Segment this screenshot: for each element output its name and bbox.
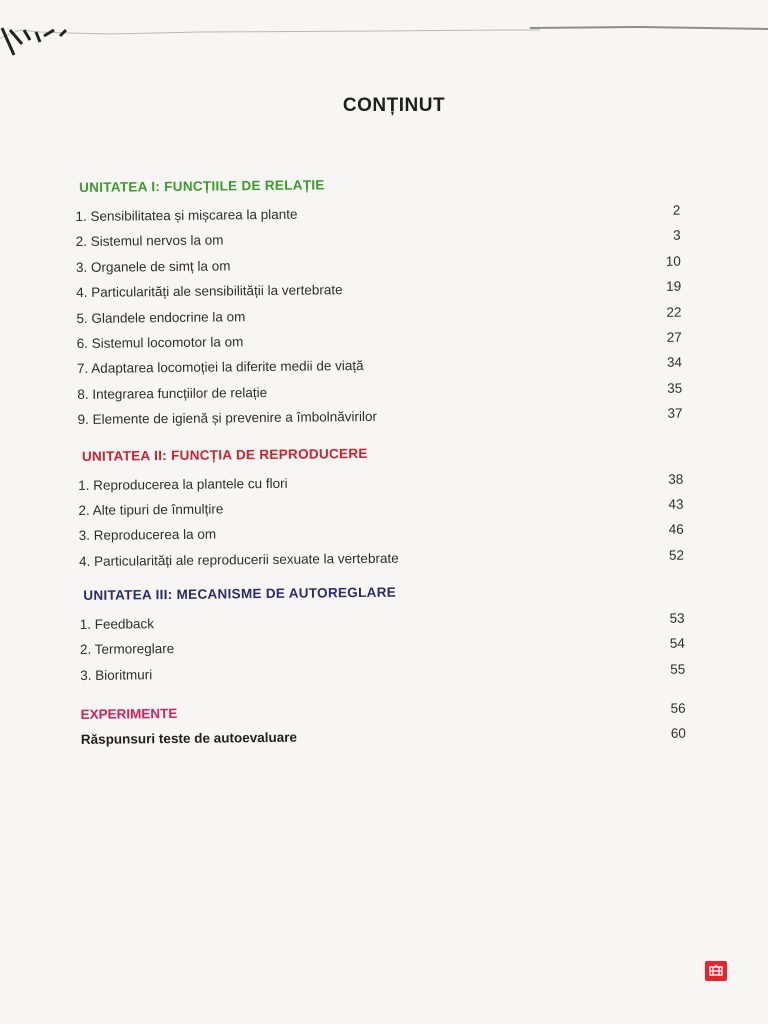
publisher-logo-icon [705, 961, 727, 981]
toc-entry [79, 542, 684, 574]
raspunsuri-page: 60 [670, 725, 686, 742]
entry-label: 8. Integrarea funcțiilor de relație [77, 384, 268, 402]
raspunsuri-entry [81, 721, 686, 752]
entry-page: 53 [669, 610, 685, 626]
entry-page: 38 [668, 471, 684, 487]
toc-entry [77, 401, 682, 433]
entry-label: 2. Sistemul nervos la om [75, 232, 224, 250]
raspunsuri-label: Răspunsuri teste de autoevaluare [80, 729, 298, 748]
table-of-contents [75, 172, 686, 753]
entry-page: 27 [666, 329, 682, 345]
entry-label: 3. Organele de simț la om [75, 258, 231, 275]
publisher-logo-glyph-icon [708, 964, 724, 978]
entry-page: 52 [668, 547, 685, 563]
entry-label: 1. Sensibilitatea și mișcarea la plante [75, 206, 298, 224]
entry-page: 37 [667, 405, 683, 421]
entry-page: 3 [673, 228, 681, 244]
unit-2-section [78, 440, 684, 574]
entry-label: 6. Sistemul locomotor la om [76, 334, 244, 351]
unit-2-heading: UNITATEA II: FUNCȚIA DE REPRODUCERE [81, 445, 368, 464]
entry-label: 3. Bioritmuri [80, 667, 153, 683]
entry-page: 2 [672, 202, 681, 218]
scan-edge-artifact [0, 0, 768, 60]
entry-page: 43 [668, 496, 684, 512]
entry-label: 3. Reproducerea la om [78, 526, 217, 544]
entry-page: 22 [666, 304, 682, 320]
entry-page: 34 [666, 354, 683, 371]
entry-label: 1. Feedback [79, 616, 155, 633]
entry-page: 19 [666, 278, 682, 294]
entry-page: 55 [670, 661, 686, 677]
entry-label: 2. Alte tipuri de înmulțire [78, 501, 224, 518]
entry-page: 35 [667, 380, 683, 396]
entry-label: 7. Adaptarea locomoției la diferite medii de viață [76, 358, 364, 377]
entry-label: 4. Particularități ale sensibilității la vertebrate [76, 282, 343, 301]
entry-label: 9. Elemente de igienă și prevenire a îmbolnăvirilor [77, 408, 377, 428]
entry-label: 1. Reproducerea la plantele cu flori [78, 475, 288, 493]
unit-3-section [79, 580, 685, 689]
entry-page: 46 [668, 521, 684, 538]
experimente-page: 56 [670, 700, 686, 717]
unit-3-heading: UNITATEA III: MECANISME DE AUTOREGLARE [83, 584, 397, 604]
experimente-label: EXPERIMENTE [80, 706, 178, 723]
entry-label: 4. Particularități ale reproducerii sexuate la vertebrate [78, 550, 399, 569]
entry-label: 2. Termoreglare [79, 641, 175, 658]
entry-page: 54 [669, 636, 685, 652]
entry-label: 5. Glandele endocrine la om [76, 308, 246, 326]
page-title: CONȚINUT [342, 95, 446, 116]
unit-1-section [75, 172, 683, 433]
unit-1-heading: UNITATEA I: FUNCȚIILE DE RELAȚIE [79, 177, 325, 195]
entry-page: 10 [665, 253, 681, 269]
